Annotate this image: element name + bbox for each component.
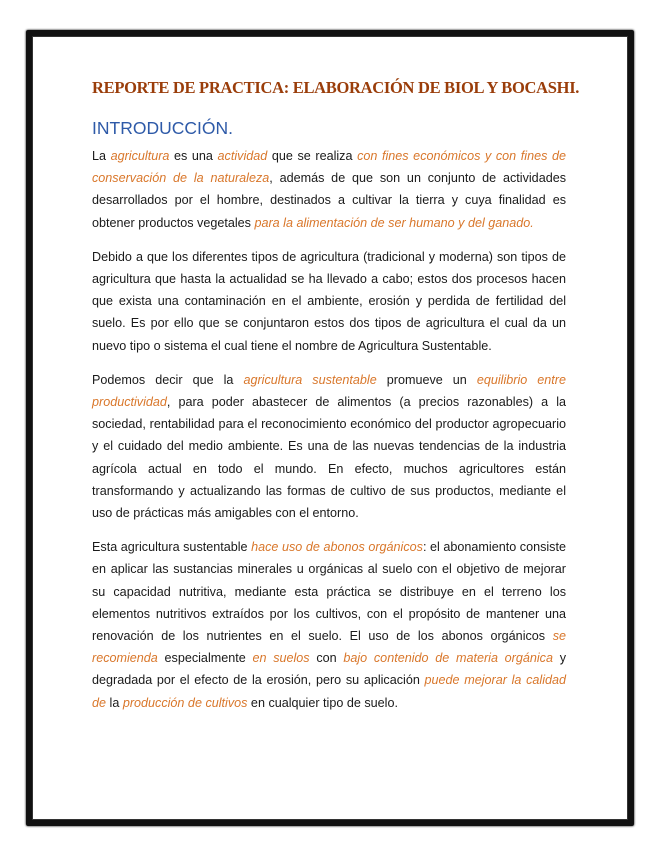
highlight-run: agricultura [110,149,170,163]
highlight-run: actividad [217,149,268,163]
highlight-run: se recomienda [92,629,566,666]
text-run: con [309,651,344,666]
highlight-run: producción de cultivos [122,695,248,710]
document-body [92,78,580,726]
highlight-run: puede mejorar la calidad de [92,673,567,710]
text-run: es una [169,149,218,163]
section-heading: INTRODUCCIÓN. [92,118,233,138]
text-run: que se realiza [267,149,358,163]
text-run: especialmente [157,651,253,666]
paragraph-1 [92,145,566,234]
text-run: Podemos decir que la [92,372,244,387]
paragraph-4 [92,536,566,714]
highlight-run: para la alimentación de ser humano y del ganado. [254,215,534,230]
text-run: La [92,149,111,163]
text-run: Esta agricultura sustentable [92,540,252,555]
text-run: , para poder abastecer de alimentos (a precios razonables) a la sociedad, rentabilidad para el reconocimiento económico del productor agropecuario y el cuidado del medio ambiente. Es una de las nuevas tendencias de la industria agrícola actual en todo el mundo. En efecto, muchos agricultores están transformando y actualizando las formas de cultivo de sus productos, mediante el uso de prácticas más amigables con el entorno. [92,395,566,521]
text-run: Debido a que los diferentes tipos de agricultura (tradicional y moderna) son tipos de agricultura que hasta la actualidad se ha llevado a cabo; estos dos procesos hacen que exista una contaminación en el ambiente, erosión y perdida de fertilidad del suelo. Es por ello que se conjuntaron estos dos tipos de agricultura el cual da un nuevo tipo o sistema el cual tiene el nombre de Agricultura Sustentable. [92,249,566,353]
highlight-run: equilibrio entre productividad [92,372,566,410]
text-run: promueve un [376,372,477,387]
text-run: : el abonamiento consiste en aplicar las sustancias minerales u orgánicas al suelo con el objetivo de mejorar su capacidad nutritiva, mediante esta práctica se distribuye en el terreno los elementos nutritivos extraídos por los cultivos, con el propósito de mantener una renovación de los nutrientes en el suelo. El uso de los abonos orgánicos [92,540,566,644]
paragraph-3 [92,369,566,524]
highlight-run: agricultura sustentable [243,372,377,387]
report-title: REPORTE DE PRACTICA: ELABORACIÓN DE BIOL Y BOCASHI. [92,78,580,97]
highlight-run: bajo contenido de materia orgánica [343,651,553,666]
text-run: y degradada por el efecto de la erosión, pero su aplicación [92,651,567,688]
text-run: , además de que son un conjunto de actividades desarrollados por el hombre, destinados a cultivar la tierra y cuya finalidad es obtener productos vegetales [92,171,566,230]
highlight-run: en suelos [252,651,310,666]
text-run: en cualquier tipo de suelo. [247,695,398,710]
highlight-run: con fines económicos y con fines de conservación de la naturaleza [92,149,566,186]
text-run: la [106,695,123,710]
paragraph-2 [92,246,566,357]
highlight-run: hace uso de abonos orgánicos [251,540,423,555]
